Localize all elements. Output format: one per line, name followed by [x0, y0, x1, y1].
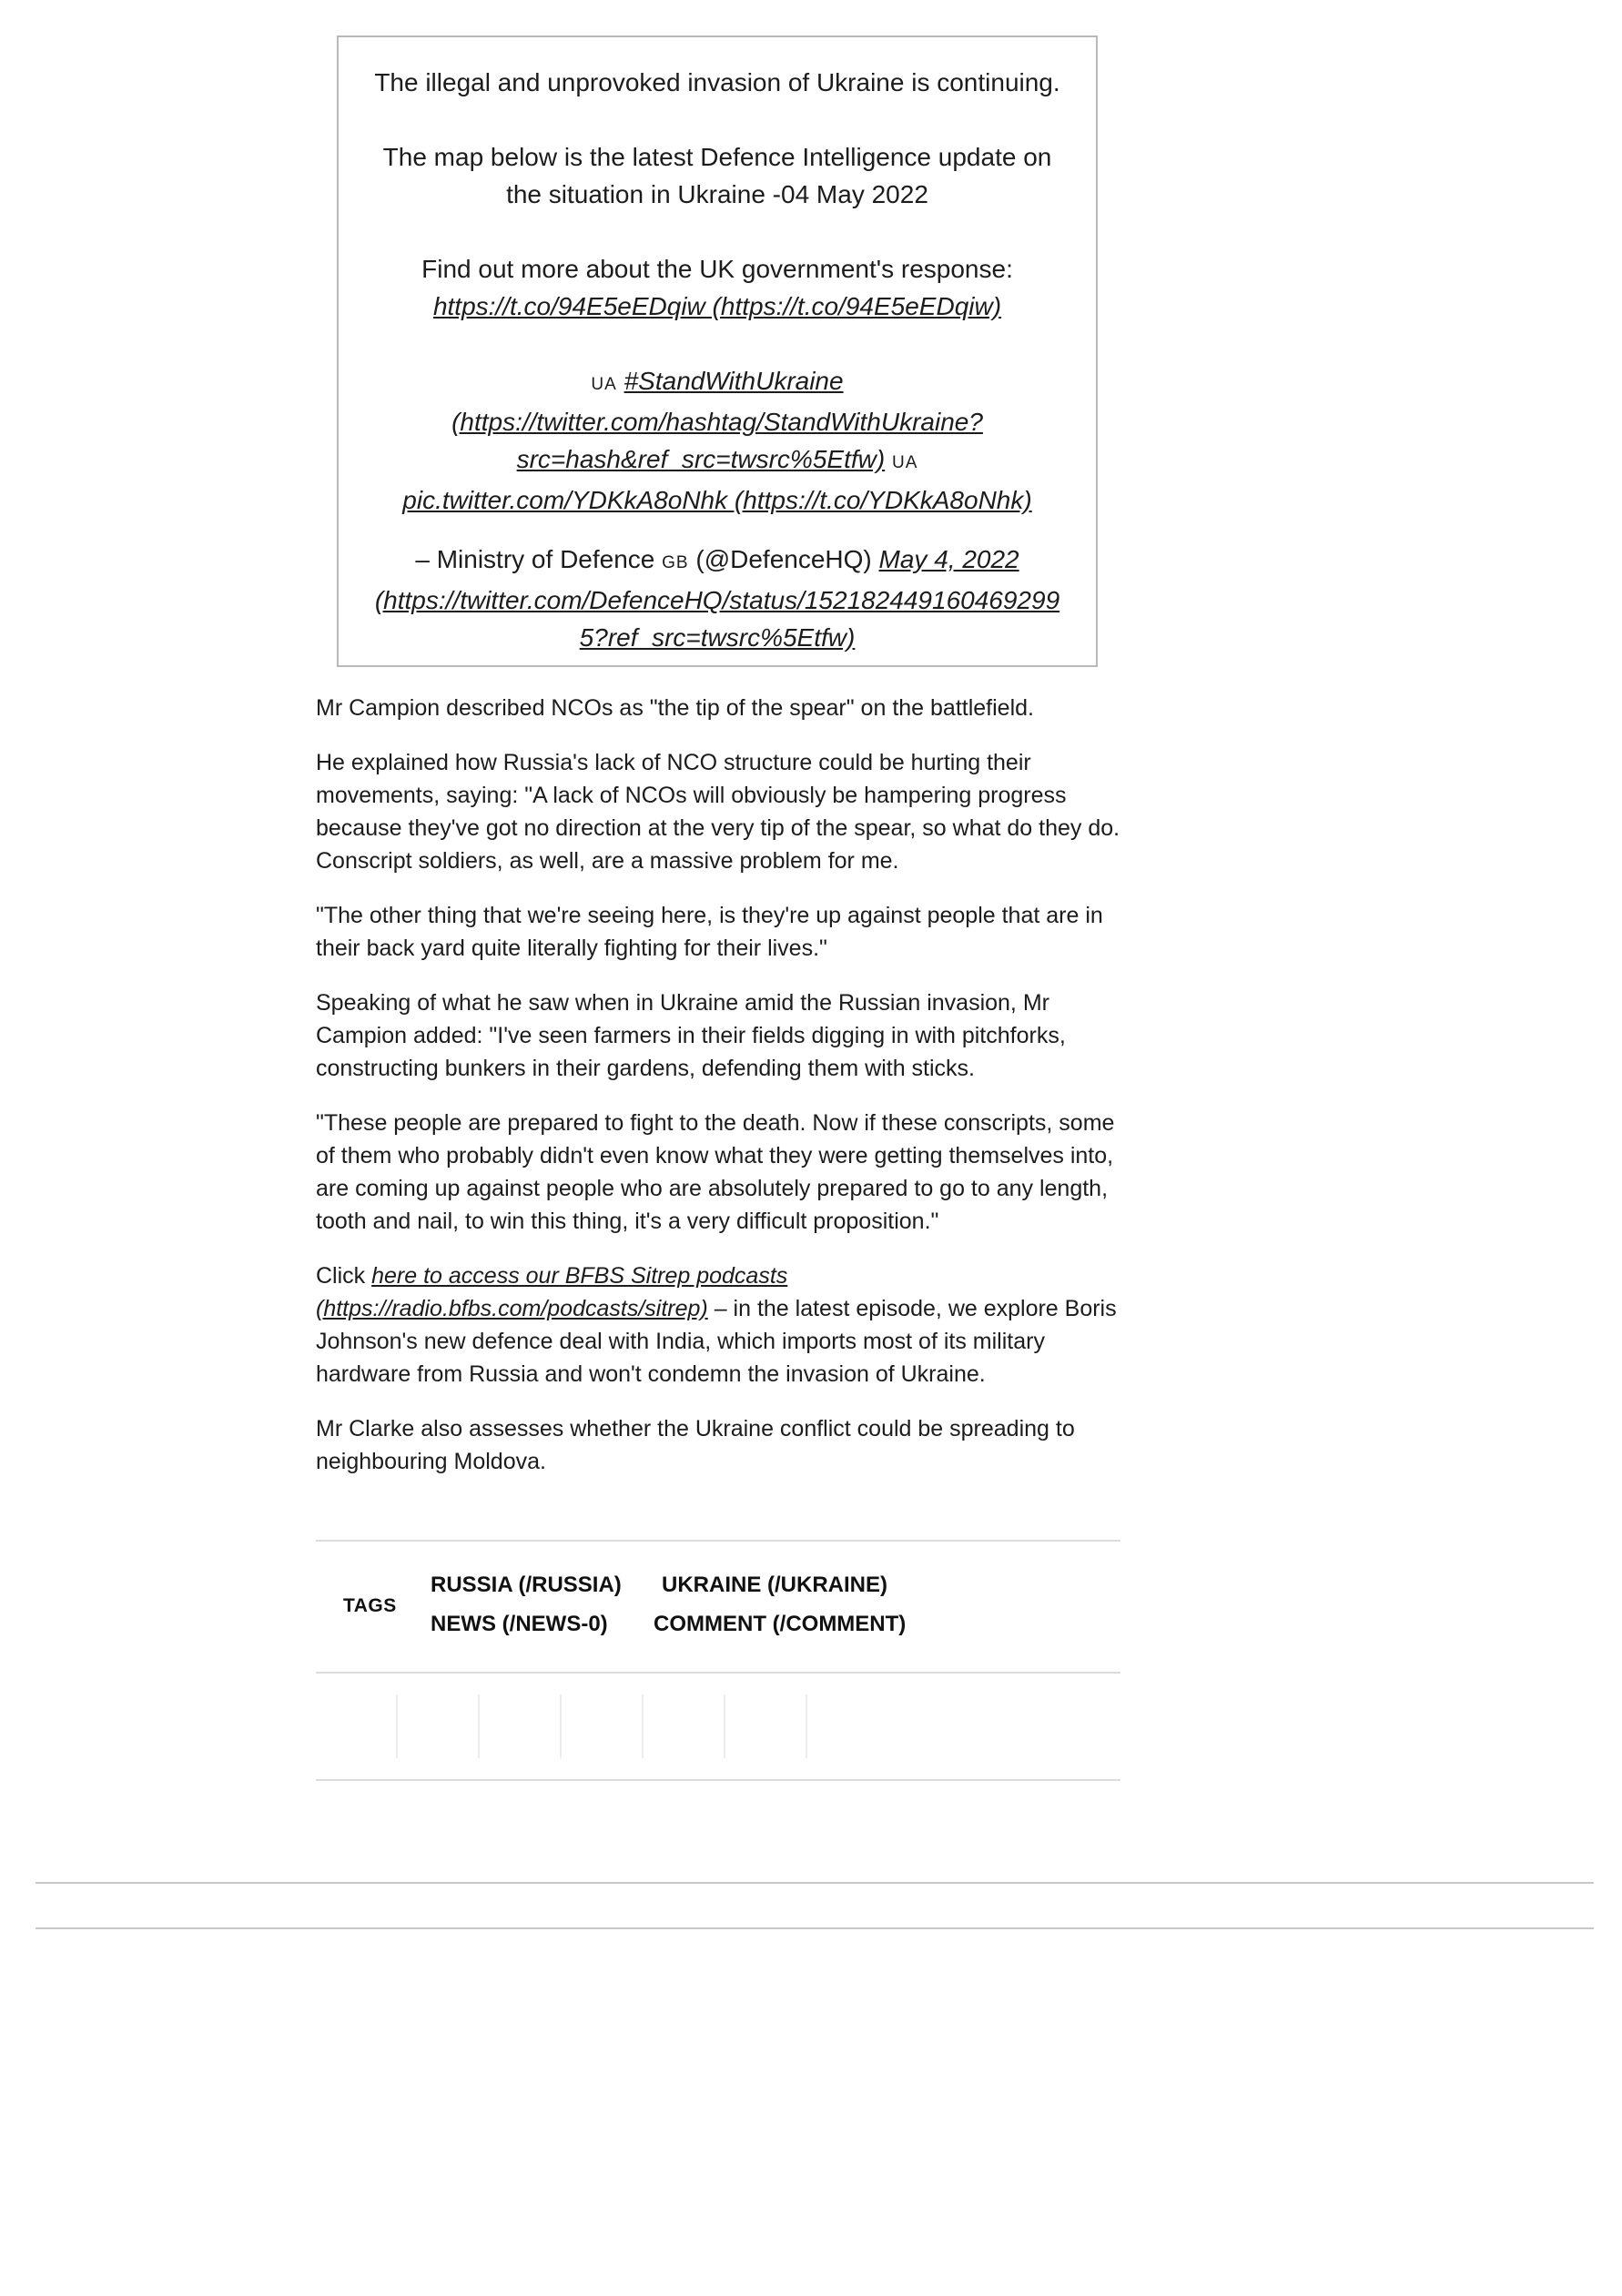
article-paragraph	[316, 1259, 1126, 1391]
tags-label: TAGS	[343, 1595, 397, 1616]
tag-ukraine[interactable]: UKRAINE (/UKRAINE)	[662, 1573, 887, 1597]
tweet-date-link[interactable]: May 4, 2022	[878, 545, 1019, 573]
hashtag-url-link[interactable]: (https://twitter.com/hashtag/StandWithUkraine?	[451, 408, 983, 436]
footer-divider	[35, 1927, 1594, 1929]
footer-divider	[35, 1882, 1594, 1884]
article-paragraph: Mr Clarke also assesses whether the Ukraine conflict could be spreading to neighbouring Moldova.	[316, 1416, 1075, 1474]
tweet-status-link[interactable]: (https://twitter.com/DefenceHQ/status/152182449160469299	[374, 586, 1060, 614]
tags-section	[316, 1542, 1120, 1674]
share-buttons	[316, 1694, 1120, 1758]
tweet-status-link[interactable]: 5?ref_src=twsrc%5Etfw)	[579, 623, 856, 652]
tweet-link[interactable]: https://t.co/94E5eEDqiw (https://t.co/94E5eEDqiw)	[432, 292, 1002, 320]
share-button[interactable]	[398, 1694, 480, 1758]
article-paragraph: "The other thing that we're seeing here, is they're up against people that are in their back yard quite literally fighting for their lives."	[316, 903, 1103, 961]
article-paragraph: Speaking of what he saw when in Ukraine amid the Russian invasion, Mr Campion added: "I've seen farmers in their fields digging in with pitchforks, constructing bunkers in their gardens, defending them with sticks.	[316, 990, 1066, 1081]
ukraine-flag-icon: UA	[891, 453, 918, 472]
article-body	[316, 692, 1126, 1500]
share-button[interactable]	[725, 1694, 807, 1758]
tweet-text: the situation in Ukraine -04 May 2022	[506, 180, 928, 208]
tweet-text: Find out more about the UK government's response:	[421, 255, 1013, 283]
hashtag-link[interactable]: #StandWithUkraine	[623, 367, 844, 395]
sitrep-podcast-link[interactable]: here to access our BFBS Sitrep podcasts (https://radio.bfbs.com/podcasts/sitrep)	[316, 1263, 788, 1321]
share-button[interactable]	[644, 1694, 725, 1758]
tag-comment[interactable]: COMMENT (/COMMENT)	[654, 1612, 907, 1636]
tag-news[interactable]: NEWS (/NEWS-0)	[431, 1612, 608, 1636]
ukraine-flag-icon: UA	[591, 375, 617, 394]
tweet-text: The illegal and unprovoked invasion of Ukraine is continuing.	[374, 68, 1060, 96]
article-paragraph: He explained how Russia's lack of NCO structure could be hurting their movements, saying: "A lack of NCOs will obviously be hampering progress because they've got no direction at the very tip of the spear, so what do they do. Conscript soldiers, as well, are a massive problem for me.	[316, 750, 1120, 874]
hashtag-url-link[interactable]: src=hash&ref_src=twsrc%5Etfw)	[516, 445, 886, 473]
tag-russia[interactable]: RUSSIA (/RUSSIA)	[431, 1573, 622, 1597]
divider	[316, 1672, 1120, 1674]
article-paragraph: Mr Campion described NCOs as "the tip of the spear" on the battlefield.	[316, 695, 1034, 721]
divider	[316, 1779, 1120, 1781]
share-button[interactable]	[562, 1694, 644, 1758]
tweet-text: The map below is the latest Defence Intelligence update on	[382, 143, 1052, 171]
tweet-handle: (@DefenceHQ)	[695, 545, 872, 573]
tweet-attribution: – Ministry of Defence	[415, 545, 655, 573]
uk-flag-icon: GB	[662, 553, 689, 572]
paragraph-text: – in the latest episode, we explore Boris Johnson's new defence deal with India, which imports most of its military hardware from Russia and won't condemn the invasion of Ukraine.	[316, 1296, 1117, 1387]
paragraph-text: Click	[316, 1263, 372, 1289]
article-paragraph: "These people are prepared to fight to the death. Now if these conscripts, some of them who probably didn't even know what they were getting themselves into, are coming up against people who are absolutely prepared to go to any length, tooth and nail, to win this thing, it's a very difficult proposition."	[316, 1110, 1115, 1234]
share-button[interactable]	[316, 1694, 398, 1758]
share-button[interactable]	[480, 1694, 562, 1758]
embedded-tweet	[337, 35, 1098, 667]
tweet-picture-link[interactable]: pic.twitter.com/YDKkA8oNhk (https://t.co/YDKkA8oNhk)	[402, 486, 1032, 514]
